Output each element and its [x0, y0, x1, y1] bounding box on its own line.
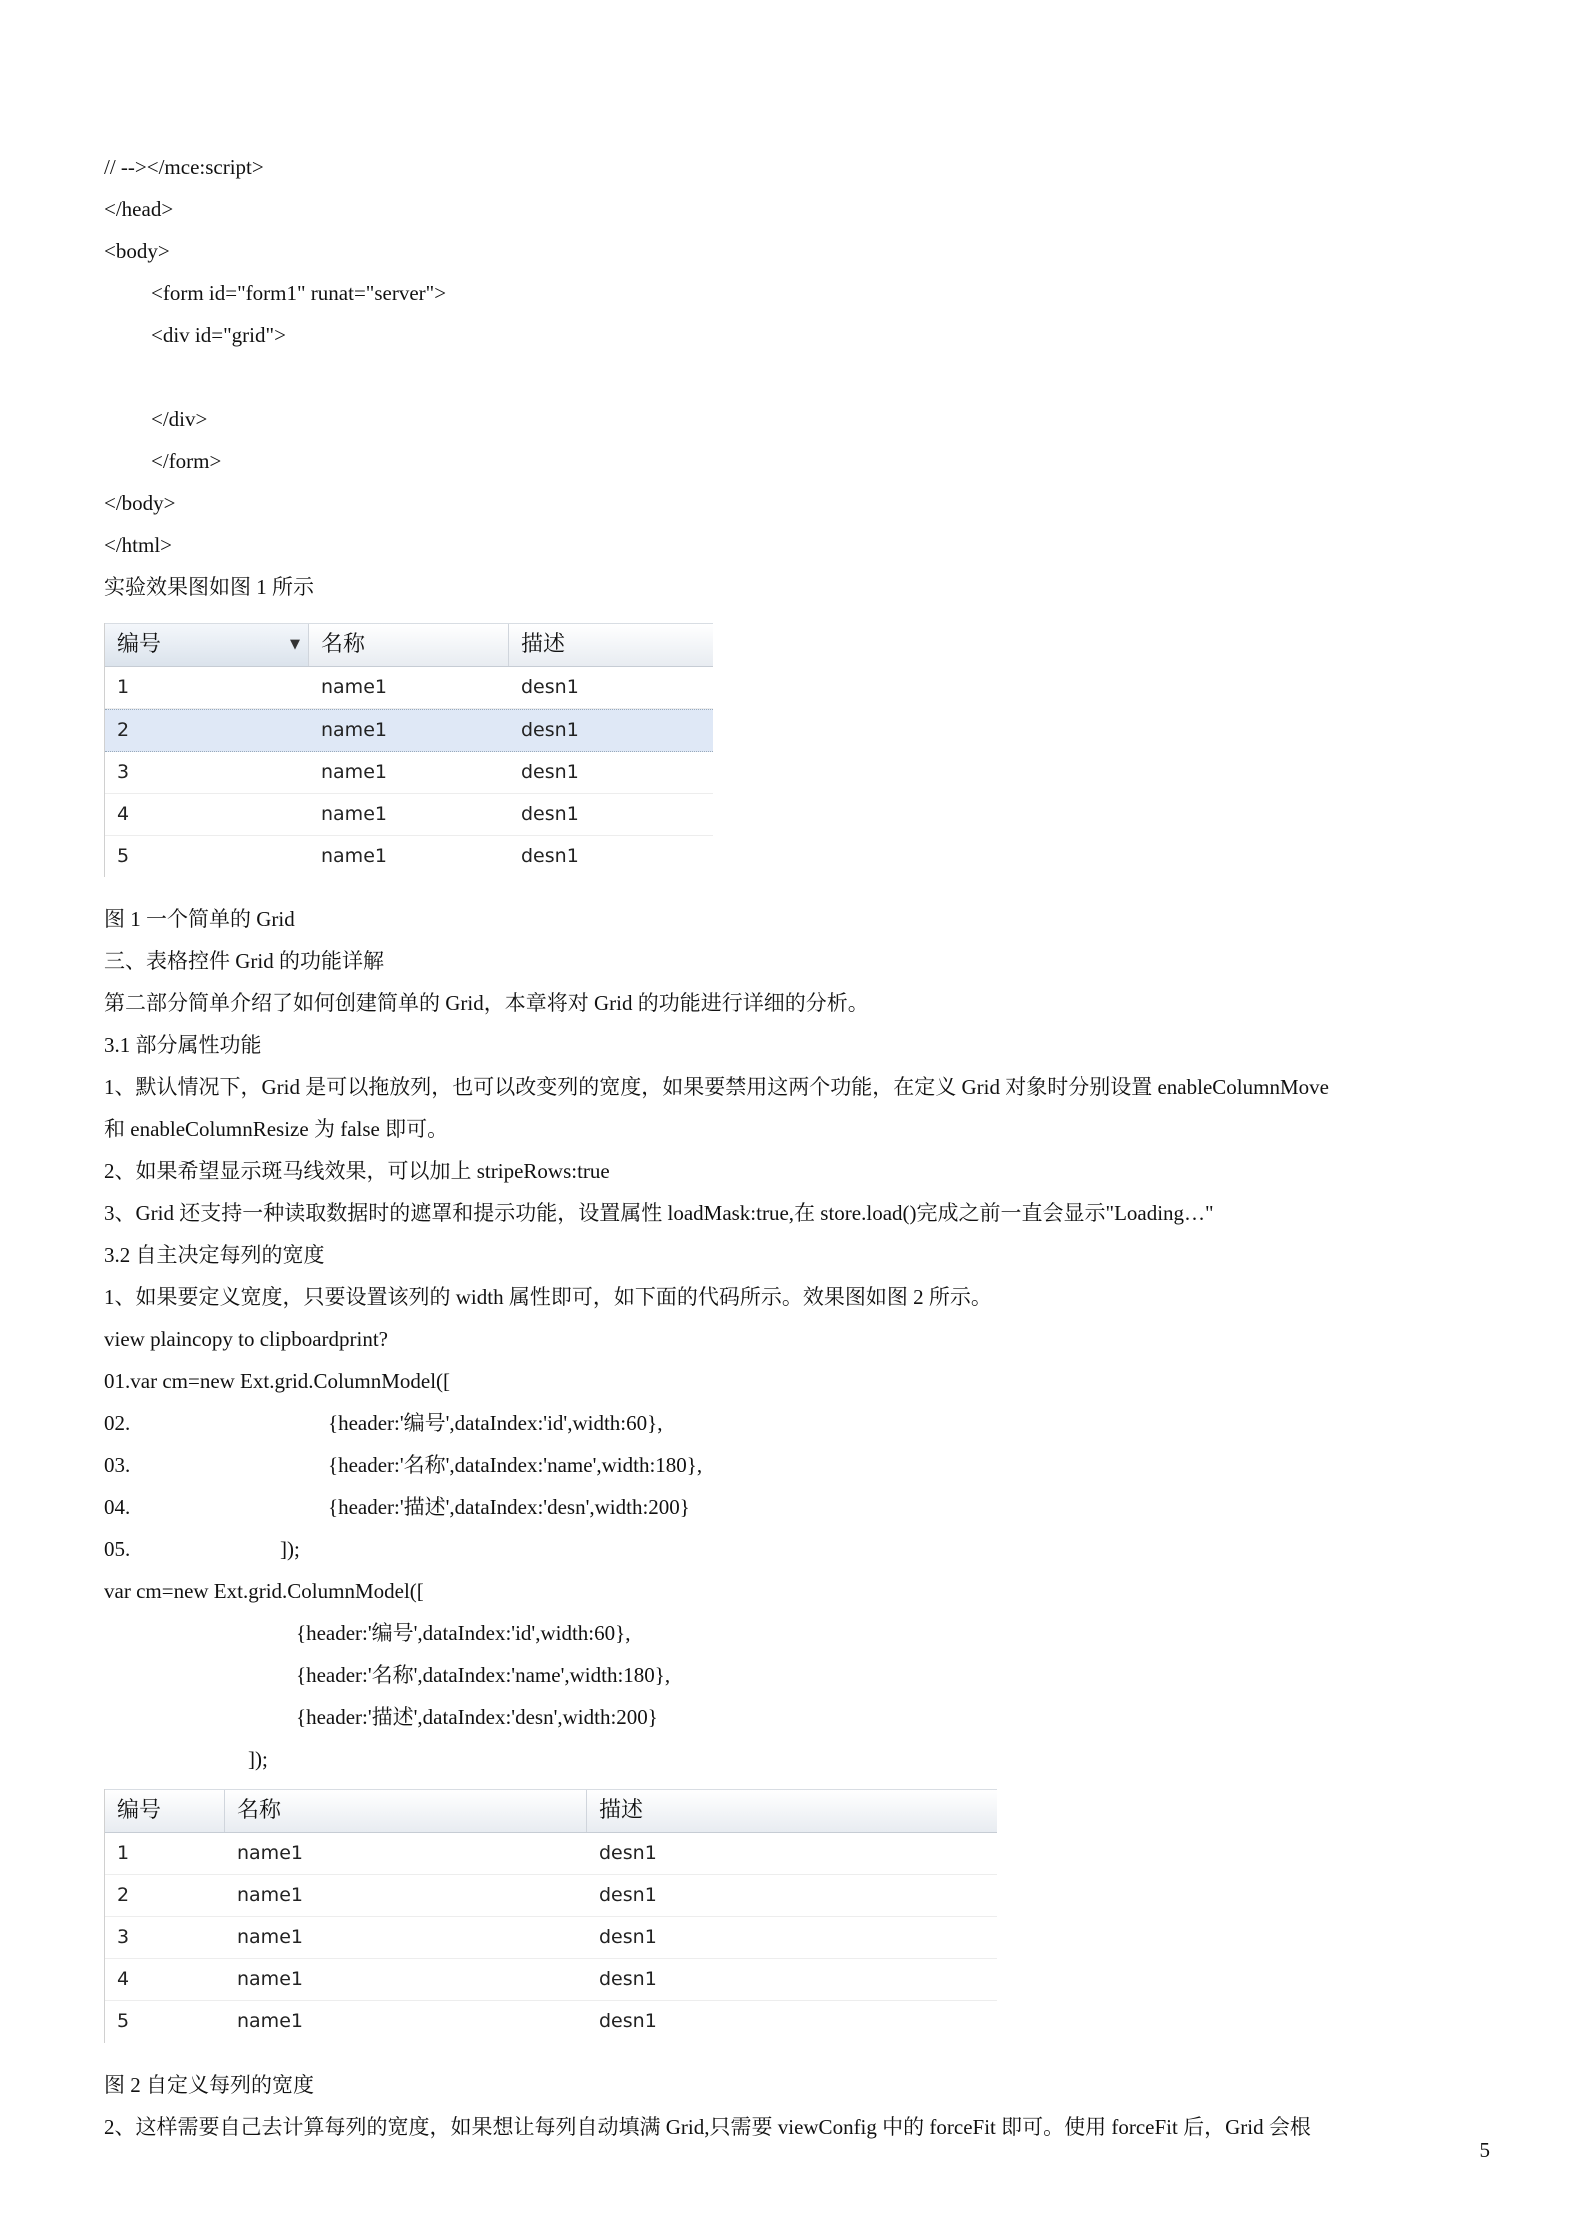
- paragraph: 1、如果要定义宽度，只要设置该列的 width 属性即可，如下面的代码所示。效果图如图 2 所示。: [104, 1285, 992, 1309]
- paragraph: 3、Grid 还支持一种读取数据时的遮罩和提示功能，设置属性 loadMask:true,在 store.load()完成之前一直会显示"Loading…": [104, 1201, 1214, 1225]
- code-line: {header:'编号',dataIndex:'id',width:60},: [296, 1621, 631, 1645]
- column-header-label: 编号: [117, 632, 162, 657]
- code-line: var cm=new Ext.grid.ColumnModel([: [104, 1579, 424, 1603]
- code-line: <form id="form1" runat="server">: [151, 281, 447, 305]
- cell-id: 2: [117, 719, 130, 741]
- code-line: </body>: [104, 491, 176, 515]
- column-header-name[interactable]: 名称: [225, 1790, 587, 1832]
- section-heading: 三、表格控件 Grid 的功能详解: [104, 949, 384, 973]
- cell-id: 2: [117, 1884, 130, 1906]
- table-row[interactable]: [105, 1875, 997, 1917]
- subsection-heading: 3.1 部分属性功能: [104, 1033, 262, 1057]
- cell-desc: desn1: [599, 1884, 657, 1906]
- page-number: 5: [1479, 2138, 1490, 2162]
- cell-id: 1: [117, 1842, 130, 1864]
- cell-id: 3: [117, 761, 130, 783]
- cell-name: name1: [237, 1926, 303, 1948]
- cell-name: name1: [321, 845, 387, 867]
- cell-desc: desn1: [599, 1968, 657, 1990]
- cell-name: name1: [237, 1884, 303, 1906]
- code-line: <div id="grid">: [151, 323, 286, 347]
- cell-id: 1: [117, 676, 130, 698]
- column-header-desc[interactable]: 描述: [521, 632, 566, 657]
- code-line: <body>: [104, 239, 170, 263]
- code-line: </form>: [151, 449, 222, 473]
- code-line: {header:'名称',dataIndex:'name',width:180},: [296, 1663, 671, 1687]
- code-line: ]);: [248, 1747, 268, 1771]
- table-row[interactable]: [105, 1833, 997, 1875]
- grid-figure-1: [104, 623, 713, 877]
- table-row[interactable]: [105, 667, 713, 709]
- code-line: ]);: [280, 1537, 300, 1561]
- code-line: </div>: [151, 407, 208, 431]
- column-header-id[interactable]: [105, 624, 309, 666]
- column-header-desc[interactable]: 描述: [599, 1798, 644, 1823]
- code-line: // --></mce:script>: [104, 155, 264, 179]
- cell-id: 5: [117, 845, 130, 867]
- code-line: {header:'描述',dataIndex:'desn',width:200}: [296, 1705, 658, 1729]
- code-line-number: 05.: [104, 1537, 131, 1561]
- cell-desc: desn1: [599, 2010, 657, 2032]
- code-line-number: 02.: [104, 1411, 131, 1435]
- column-header-id[interactable]: 编号: [105, 1790, 225, 1832]
- paragraph: 实验效果图如图 1 所示: [104, 575, 314, 599]
- paragraph: 第二部分简单介绍了如何创建简单的 Grid，本章将对 Grid 的功能进行详细的分析。: [104, 991, 869, 1015]
- cell-name: name1: [321, 676, 387, 698]
- cell-desc: desn1: [599, 1842, 657, 1864]
- cell-id: 4: [117, 803, 130, 825]
- cell-desc: desn1: [521, 803, 579, 825]
- figure-caption: 图 2 自定义每列的宽度: [104, 2073, 314, 2097]
- column-header-name[interactable]: 名称: [309, 624, 509, 666]
- cell-desc: desn1: [521, 845, 579, 867]
- table-row[interactable]: [105, 2001, 997, 2042]
- grid-figure-2: [104, 1789, 997, 2043]
- code-line: {header:'描述',dataIndex:'desn',width:200}: [328, 1495, 690, 1519]
- grid-header: [105, 1789, 997, 1833]
- subsection-heading: 3.2 自主决定每列的宽度: [104, 1243, 325, 1267]
- cell-desc: desn1: [521, 719, 579, 741]
- paragraph: 2、如果希望显示斑马线效果，可以加上 stripeRows:true: [104, 1159, 610, 1183]
- cell-id: 4: [117, 1968, 130, 1990]
- code-line: {header:'名称',dataIndex:'name',width:180},: [328, 1453, 703, 1477]
- table-row[interactable]: [105, 1959, 997, 2001]
- paragraph: 2、这样需要自己去计算每列的宽度，如果想让每列自动填满 Grid,只需要 viewConfig 中的 forceFit 即可。使用 forceFit 后，Grid 会根: [104, 2115, 1311, 2139]
- cell-id: 3: [117, 1926, 130, 1948]
- cell-desc: desn1: [521, 676, 579, 698]
- table-row[interactable]: [105, 752, 713, 794]
- code-line: </html>: [104, 533, 173, 557]
- code-line: {header:'编号',dataIndex:'id',width:60},: [328, 1411, 663, 1435]
- figure-caption: 图 1 一个简单的 Grid: [104, 907, 295, 931]
- cell-desc: desn1: [599, 1926, 657, 1948]
- cell-name: name1: [321, 803, 387, 825]
- paragraph: 1、默认情况下，Grid 是可以拖放列，也可以改变列的宽度，如果要禁用这两个功能，在定义 Grid 对象时分别设置 enableColumnMove: [104, 1075, 1329, 1099]
- table-row[interactable]: [105, 794, 713, 836]
- code-line-number: 01.var cm=new Ext.grid.ColumnModel([: [104, 1369, 451, 1393]
- code-line-number: 04.: [104, 1495, 131, 1519]
- code-toolbar-text: view plaincopy to clipboardprint?: [104, 1327, 389, 1351]
- cell-name: name1: [237, 2010, 303, 2032]
- table-row[interactable]: [105, 836, 713, 877]
- cell-name: name1: [237, 1968, 303, 1990]
- cell-desc: desn1: [521, 761, 579, 783]
- grid-header: [105, 623, 713, 667]
- sort-dropdown-icon[interactable]: ▼: [290, 637, 300, 652]
- cell-name: name1: [237, 1842, 303, 1864]
- code-line: </head>: [104, 197, 174, 221]
- code-line-number: 03.: [104, 1453, 131, 1477]
- cell-name: name1: [321, 719, 387, 741]
- table-row-selected[interactable]: [105, 709, 713, 752]
- paragraph: 和 enableColumnResize 为 false 即可。: [104, 1117, 449, 1141]
- cell-name: name1: [321, 761, 387, 783]
- table-row[interactable]: [105, 1917, 997, 1959]
- cell-id: 5: [117, 2010, 130, 2032]
